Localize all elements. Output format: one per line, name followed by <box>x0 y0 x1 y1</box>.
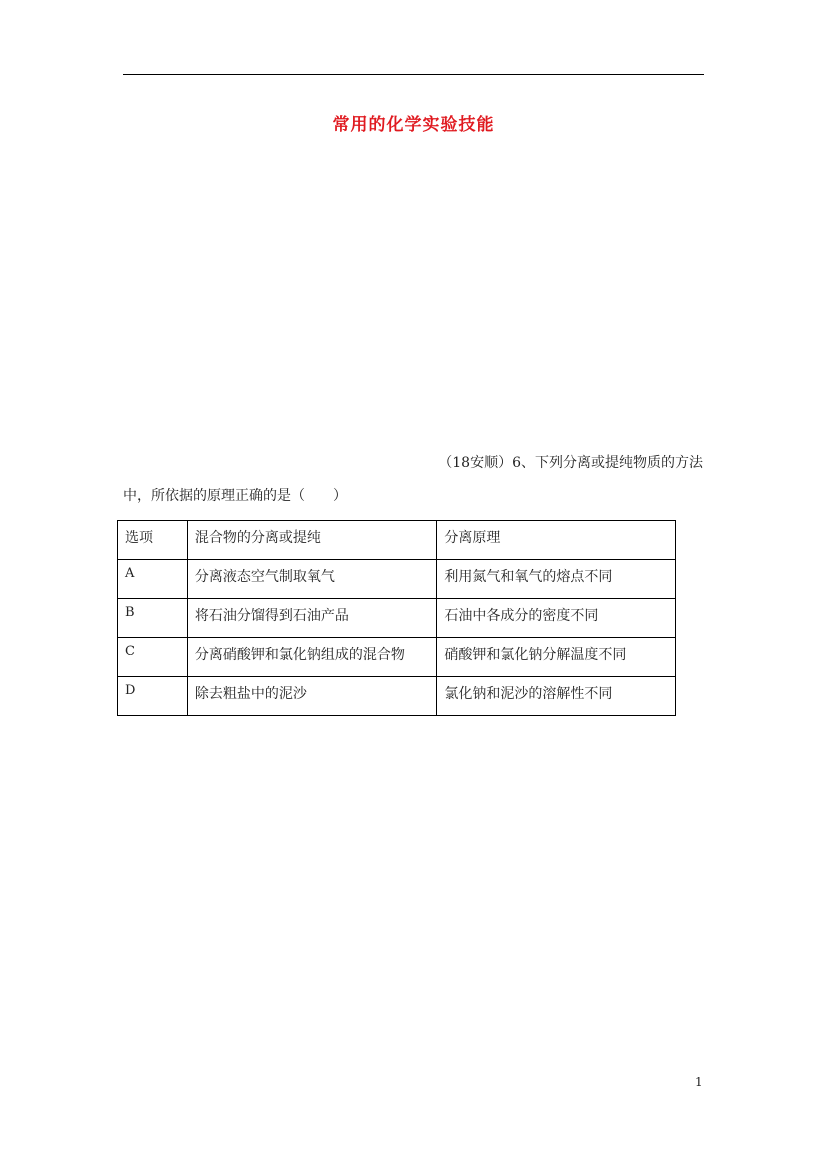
mixture-cell: 将石油分馏得到石油产品 <box>187 599 437 638</box>
table-row <box>118 677 676 716</box>
principle-cell: 氯化钠和泥沙的溶解性不同 <box>437 677 676 716</box>
header-rule <box>123 74 704 75</box>
header-option: 选项 <box>118 521 188 560</box>
mixture-cell: 分离硝酸钾和氯化钠组成的混合物 <box>187 638 437 677</box>
mixture-cell: 分离液态空气制取氧气 <box>187 560 437 599</box>
separation-methods-table <box>117 520 676 716</box>
header-principle: 分离原理 <box>437 521 676 560</box>
page-number: 1 <box>695 1075 703 1089</box>
option-cell: A <box>118 560 188 599</box>
option-cell: B <box>118 599 188 638</box>
table-row <box>118 599 676 638</box>
question-text-line-1: （18安顺）6、下列分离或提纯物质的方法 <box>438 455 703 471</box>
principle-cell: 利用氮气和氧气的熔点不同 <box>437 560 676 599</box>
table-header-row <box>118 521 676 560</box>
principle-cell: 硝酸钾和氯化钠分解温度不同 <box>437 638 676 677</box>
mixture-cell: 除去粗盐中的泥沙 <box>187 677 437 716</box>
question-text-line-2: 中，所依据的原理正确的是（ ） <box>123 488 347 504</box>
option-cell: C <box>118 638 188 677</box>
table-row <box>118 560 676 599</box>
table-row <box>118 638 676 677</box>
page-title: 常用的化学实验技能 <box>332 115 495 135</box>
header-mixture: 混合物的分离或提纯 <box>187 521 437 560</box>
option-cell: D <box>118 677 188 716</box>
principle-cell: 石油中各成分的密度不同 <box>437 599 676 638</box>
